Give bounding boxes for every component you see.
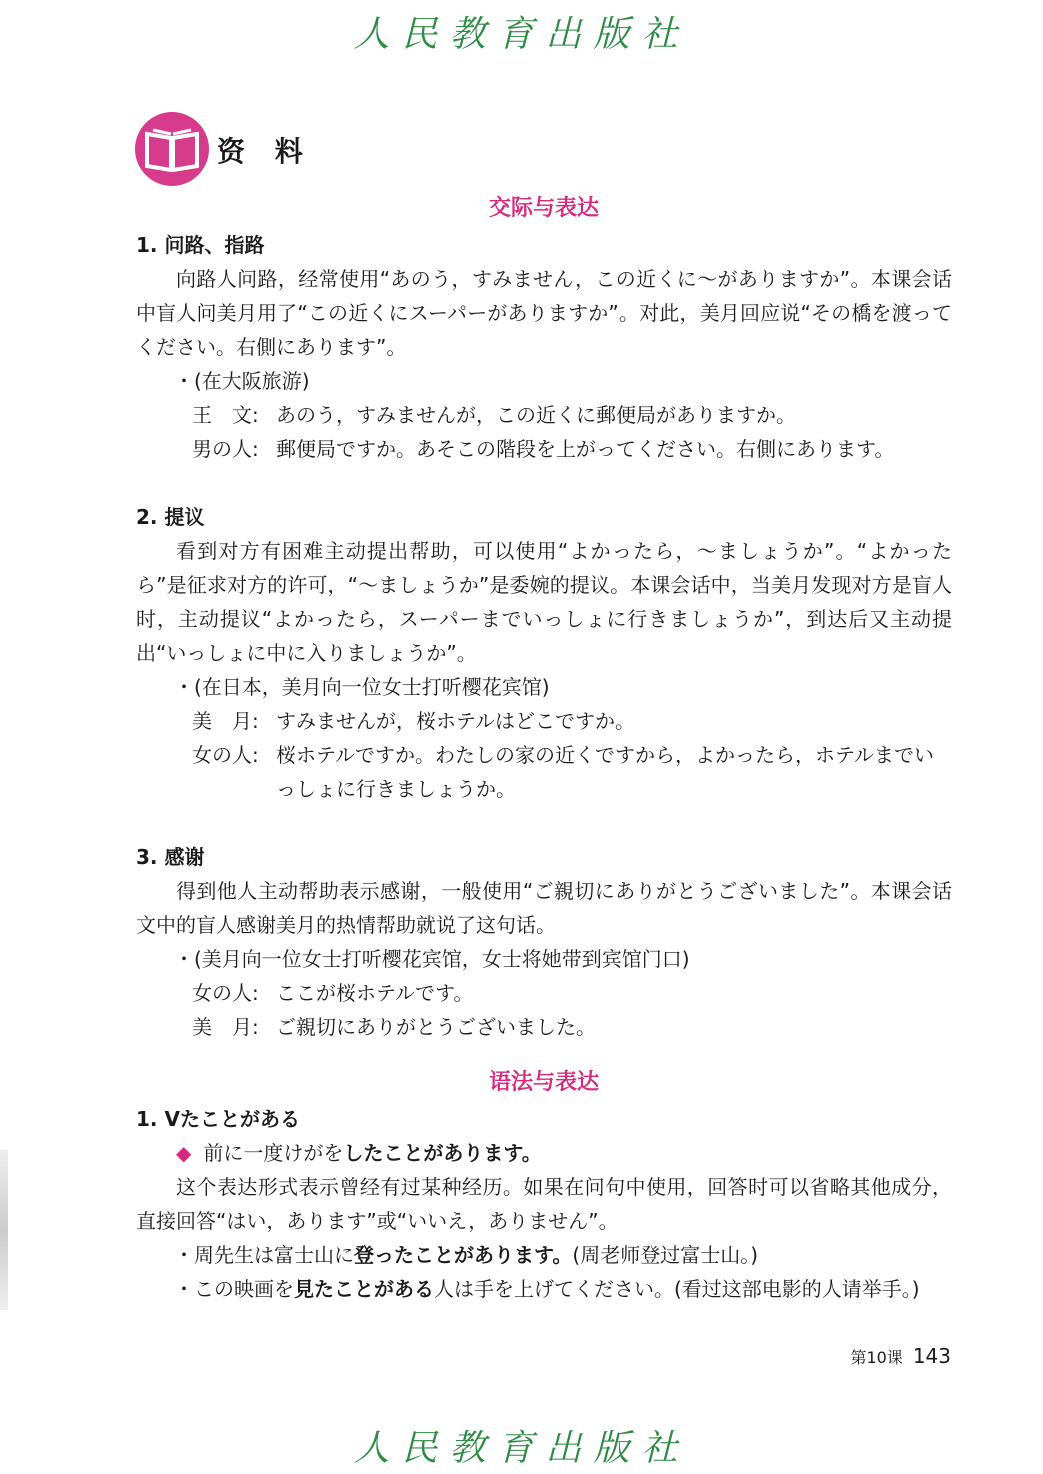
example-emphasis: 見たことがある	[294, 1277, 434, 1301]
speaker: 男の人:	[192, 437, 259, 461]
dialog-line	[136, 976, 952, 1010]
utterance: 桜ホテルですか。わたしの家の近くですから，よかったら，ホテルまでいっしょに行きましょうか。	[276, 743, 934, 801]
page-binding-edge	[0, 1150, 8, 1310]
speaker: 美 月:	[192, 1015, 259, 1039]
speaker: 美 月:	[192, 709, 259, 733]
lesson-label: 第10课	[850, 1348, 903, 1367]
utterance: あのう，すみませんが，この近くに郵便局がありますか。	[276, 403, 796, 427]
section-title-grammar: 语法与表达	[488, 1070, 599, 1095]
example-text: ・この映画を	[174, 1277, 294, 1301]
example-translation: 人は手を上げてください。(看过这部电影的人请举手。)	[434, 1277, 920, 1301]
publisher-watermark-top: 人民教育出版社	[353, 14, 690, 55]
dialog-line	[136, 432, 952, 466]
publisher-watermark-bottom: 人民教育出版社	[353, 1428, 690, 1469]
paragraph: 看到对方有困难主动提出帮助，可以使用“よかったら，～ましょうか”。“よかったら”是征求对方的许可，“～ましょうか”是委婉的提议。本课会话中，当美月发现对方是盲人时，主动提议“よかったら，スーパーまでいっしょに行きましょうか”，到达后又主动提出“いっしょに中に入りましょうか”。	[136, 539, 952, 665]
heading-suggestion: 2. 提议	[136, 505, 205, 529]
example-sentence	[136, 1272, 952, 1306]
key-example	[136, 1136, 952, 1170]
page-footer	[850, 1344, 951, 1368]
example-emphasis: 登ったことがあります。	[354, 1243, 573, 1267]
example-sentence	[136, 1238, 952, 1272]
example-translation: (周老师登过富士山。)	[572, 1243, 759, 1267]
diamond-bullet-icon: ◆	[176, 1141, 192, 1165]
page-number: 143	[912, 1344, 951, 1368]
section-title-communication: 交际与表达	[488, 196, 599, 221]
paragraph: 得到他人主动帮助表示感谢，一般使用“ご親切にありがとうございました”。本课会话文中的盲人感谢美月的热情帮助就说了这句话。	[136, 879, 952, 937]
example-context: ・(在日本，美月向一位女士打听樱花宾馆)	[174, 675, 550, 699]
dialog-line	[136, 738, 952, 806]
header-title: 资 料	[217, 135, 313, 168]
utterance: ご親切にありがとうございました。	[276, 1015, 596, 1039]
dialog-line	[136, 704, 952, 738]
paragraph: 这个表达形式表示曾经有过某种经历。如果在问句中使用，回答时可以省略其他成分，直接回答“はい，あります”或“いいえ，ありません”。	[136, 1175, 952, 1233]
utterance: すみませんが，桜ホテルはどこですか。	[276, 709, 635, 733]
utterance: 郵便局ですか。あそこの階段を上がってください。右側にあります。	[276, 437, 895, 461]
dialog-line	[136, 398, 952, 432]
heading-thanks: 3. 感谢	[136, 845, 205, 869]
open-book-icon	[135, 112, 209, 186]
speaker: 王 文:	[192, 403, 259, 427]
paragraph: 向路人问路，经常使用“あのう，すみません，この近くに～がありますか”。本课会话中盲人问美月用了“この近くにスーパーがありますか”。对此，美月回应说“その橋を渡ってください。右側にあります”。	[136, 267, 952, 359]
speaker: 女の人:	[192, 981, 259, 1005]
key-example-text: 前に一度けがを	[203, 1141, 344, 1165]
example-context: ・(在大阪旅游)	[174, 369, 310, 393]
dialog-line	[136, 1010, 952, 1044]
section-header	[135, 112, 435, 188]
speaker: 女の人:	[192, 743, 259, 767]
utterance: ここが桜ホテルです。	[276, 981, 474, 1005]
heading-grammar-point: 1. Vたことがある	[136, 1107, 300, 1131]
page-content	[136, 190, 952, 1306]
key-example-emphasis: したことがあります。	[343, 1141, 542, 1165]
example-text: ・周先生は富士山に	[174, 1243, 354, 1267]
heading-asking-directions: 1. 问路、指路	[136, 233, 265, 257]
example-context: ・(美月向一位女士打听樱花宾馆，女士将她带到宾馆门口)	[174, 947, 690, 971]
